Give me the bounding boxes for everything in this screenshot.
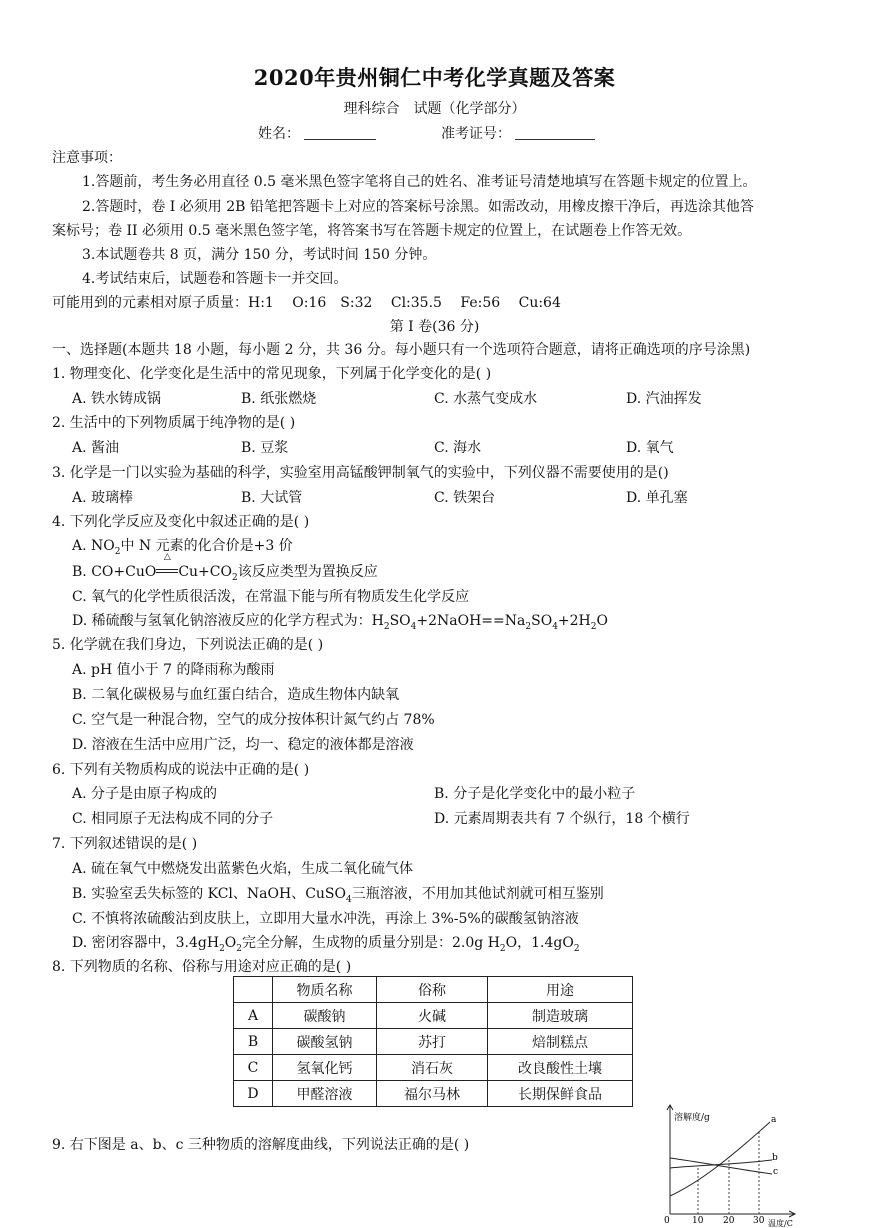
question-9-stem: 9. 右下图是 a、b、c 三种物质的溶解度曲线，下列说法正确的是( ) bbox=[52, 1137, 470, 1153]
curve-c bbox=[670, 1158, 772, 1174]
q3-option-d: D. 单孔塞 bbox=[626, 490, 688, 506]
q1-option-c: C. 水蒸气变成水 bbox=[434, 391, 538, 407]
heat-condition: △ bbox=[163, 552, 171, 562]
table-header: 用途 bbox=[488, 977, 633, 1003]
y-axis-label: 溶解度/g bbox=[674, 1113, 710, 1123]
x-tick: 30 bbox=[753, 1216, 765, 1226]
note-2: 2.答题时，卷 I 必须用 2B 铅笔把答题卡上对应的答案标号涂黑。如需改动，用橡皮擦干净后，再选涂其他答 bbox=[82, 199, 754, 215]
q5-option-d: D. 溶液在生活中应用广泛，均一、稳定的液体都是溶液 bbox=[72, 737, 414, 753]
table-cell: 制造玻璃 bbox=[488, 1003, 633, 1029]
q7-option-a: A. 硫在氧气中燃烧发出蓝紫色火焰，生成二氧化硫气体 bbox=[72, 861, 414, 877]
x-axis-label: 温度/C bbox=[768, 1219, 793, 1227]
x-tick: 10 bbox=[692, 1216, 704, 1226]
note-4: 4.考试结束后，试题卷和答题卡一并交回。 bbox=[82, 271, 348, 287]
question-3-stem: 3. 化学是一门以实验为基础的科学，实验室用高锰酸钾制氧气的实验中，下列仪器不需要使用的是() bbox=[52, 465, 669, 481]
table-cell: B bbox=[234, 1029, 273, 1055]
table-header-row bbox=[234, 977, 633, 1003]
question-6-stem: 6. 下列有关物质构成的说法中正确的是( ) bbox=[52, 762, 310, 778]
question-4-stem: 4. 下列化学反应及变化中叙述正确的是( ) bbox=[52, 514, 310, 530]
name-label: 姓名： bbox=[258, 126, 301, 142]
q2-option-d: D. 氧气 bbox=[626, 440, 674, 456]
note-3: 3.本试题卷共 8 页，满分 150 分，考试时间 150 分钟。 bbox=[82, 247, 437, 263]
q4-option-d: D. 稀硫酸与氢氧化钠溶液反应的化学方程式为：$H_2SO_4+2NaOH==Na_2SO_4+2H_2O$ bbox=[72, 613, 608, 632]
q3-option-b: B. 大试管 bbox=[241, 490, 303, 506]
notes-heading: 注意事项： bbox=[52, 150, 122, 166]
question-5-stem: 5. 化学就在我们身边，下列说法正确的是( ) bbox=[52, 637, 324, 653]
student-info-line bbox=[0, 123, 863, 143]
q3-option-a: A. 玻璃棒 bbox=[72, 490, 134, 506]
atomic-masses: 可能用到的元素相对原子质量：H:1 O:16 S:32 Cl:35.5 Fe:56 Cu:64 bbox=[52, 295, 561, 311]
q5-option-c: C. 空气是一种混合物，空气的成分按体积计氮气约占 78% bbox=[72, 712, 435, 728]
q5-option-a: A. pH 值小于 7 的降雨称为酸雨 bbox=[72, 662, 275, 678]
table-cell: 改良酸性土壤 bbox=[488, 1055, 633, 1081]
page-title: 2020年贵州铜仁中考化学真题及答案 bbox=[253, 65, 616, 90]
q6-option-c: C. 相同原子无法构成不同的分子 bbox=[72, 811, 274, 827]
table-cell: 碳酸氢钠 bbox=[273, 1029, 377, 1055]
table-row bbox=[234, 1003, 633, 1029]
q2-option-c: C. 海水 bbox=[434, 440, 482, 456]
table-row bbox=[234, 1029, 633, 1055]
table-cell: 福尔马林 bbox=[377, 1081, 488, 1107]
table-cell: 碳酸钠 bbox=[273, 1003, 377, 1029]
q1-option-b: B. 纸张燃烧 bbox=[241, 391, 317, 407]
curve-label-b: b bbox=[772, 1153, 778, 1163]
curve-label-a: a bbox=[771, 1115, 777, 1125]
exam-no-label: 准考证号： bbox=[440, 126, 511, 142]
table-cell: 火碱 bbox=[377, 1003, 488, 1029]
table-cell: 氢氧化钙 bbox=[273, 1055, 377, 1081]
table-cell: 甲醛溶液 bbox=[273, 1081, 377, 1107]
q2-option-b: B. 豆浆 bbox=[241, 440, 289, 456]
q3-option-c: C. 铁架台 bbox=[434, 490, 496, 506]
table-row bbox=[234, 1081, 633, 1107]
table-cell: 长期保鲜食品 bbox=[488, 1081, 633, 1107]
curve-label-c: c bbox=[773, 1167, 779, 1177]
table-cell: C bbox=[234, 1055, 273, 1081]
table-cell: 消石灰 bbox=[377, 1055, 488, 1081]
name-blank[interactable] bbox=[304, 127, 376, 140]
table-header: 物质名称 bbox=[273, 977, 377, 1003]
table-header bbox=[234, 977, 273, 1003]
q4-option-c: C. 氧气的化学性质很活泼，在常温下能与所有物质发生化学反应 bbox=[72, 589, 470, 605]
section-heading: 一、选择题(本题共 18 小题，每小题 2 分，共 36 分。每小题只有一个选项符合题意，请将正确选项的序号涂黑) bbox=[52, 342, 751, 358]
table-cell: D bbox=[234, 1081, 273, 1107]
q7-option-c: C. 不慎将浓硫酸沾到皮肤上，立即用大量水冲洗，再涂上 3%-5%的碳酸氢钠溶液 bbox=[72, 911, 579, 927]
question-1-stem: 1. 物理变化、化学变化是生活中的常见现象，下列属于化学变化的是( ) bbox=[52, 366, 492, 382]
q6-option-d: D. 元素周期表共有 7 个纵行，18 个横行 bbox=[434, 811, 690, 827]
q5-option-b: B. 二氧化碳极易与血红蛋白结合，造成生物体内缺氧 bbox=[72, 687, 400, 703]
q6-option-b: B. 分子是化学变化中的最小粒子 bbox=[434, 786, 636, 802]
table-row bbox=[234, 1055, 633, 1081]
q4-option-a: A. $NO_2$中 N 元素的化合价是+3 价 bbox=[72, 538, 293, 557]
q2-option-a: A. 酱油 bbox=[72, 440, 120, 456]
curve-b bbox=[670, 1160, 772, 1168]
subtitle: 理科综合 试题（化学部分） bbox=[343, 101, 526, 117]
q1-option-d: D. 汽油挥发 bbox=[626, 391, 702, 407]
q7-option-b: B. 实验室丢失标签的 KCl、NaOH、CuSO$_4$三瓶溶液，不用加其他试剂就可相互鉴别 bbox=[72, 886, 604, 905]
table-cell: A bbox=[234, 1003, 273, 1029]
question-8-stem: 8. 下列物质的名称、俗称与用途对应正确的是( ) bbox=[52, 959, 352, 975]
x-tick: 0 bbox=[664, 1216, 670, 1226]
table-cell: 焙制糕点 bbox=[488, 1029, 633, 1055]
solubility-curve-graph bbox=[660, 1102, 800, 1227]
question-2-stem: 2. 生活中的下列物质属于纯净物的是( ) bbox=[52, 415, 296, 431]
q1-option-a: A. 铁水铸成锅 bbox=[72, 391, 162, 407]
exam-no-blank[interactable] bbox=[515, 127, 595, 140]
table-cell: 苏打 bbox=[377, 1029, 488, 1055]
x-tick: 20 bbox=[723, 1216, 735, 1226]
q7-option-d: D. 密闭容器中，$3.4gH_2O_2$完全分解，生成物的质量分别是：2.0g $H_2O$，$1.4gO_2$ bbox=[72, 935, 580, 954]
note-1: 1.答题前，考生务必用直径 0.5 毫米黑色签字笔将自己的姓名、准考证号清楚地填写在答题卡规定的位置上。 bbox=[82, 174, 757, 190]
curve-a bbox=[670, 1122, 770, 1196]
table-header: 俗称 bbox=[377, 977, 488, 1003]
question-7-stem: 7. 下列叙述错误的是( ) bbox=[52, 836, 198, 852]
part-title: 第 I 卷(36 分) bbox=[389, 319, 480, 335]
q6-option-a: A. 分子是由原子构成的 bbox=[72, 786, 218, 802]
note-2-cont: 案标号；卷 II 必须用 0.5 毫米黑色签字笔，将答案书写在答题卡规定的位置上，在试题卷上作答无效。 bbox=[52, 223, 692, 239]
substance-table bbox=[233, 976, 633, 1107]
q4-option-b: B. CO+CuO △ $Cu+CO_2$该反应类型为置换反应 bbox=[72, 552, 378, 583]
